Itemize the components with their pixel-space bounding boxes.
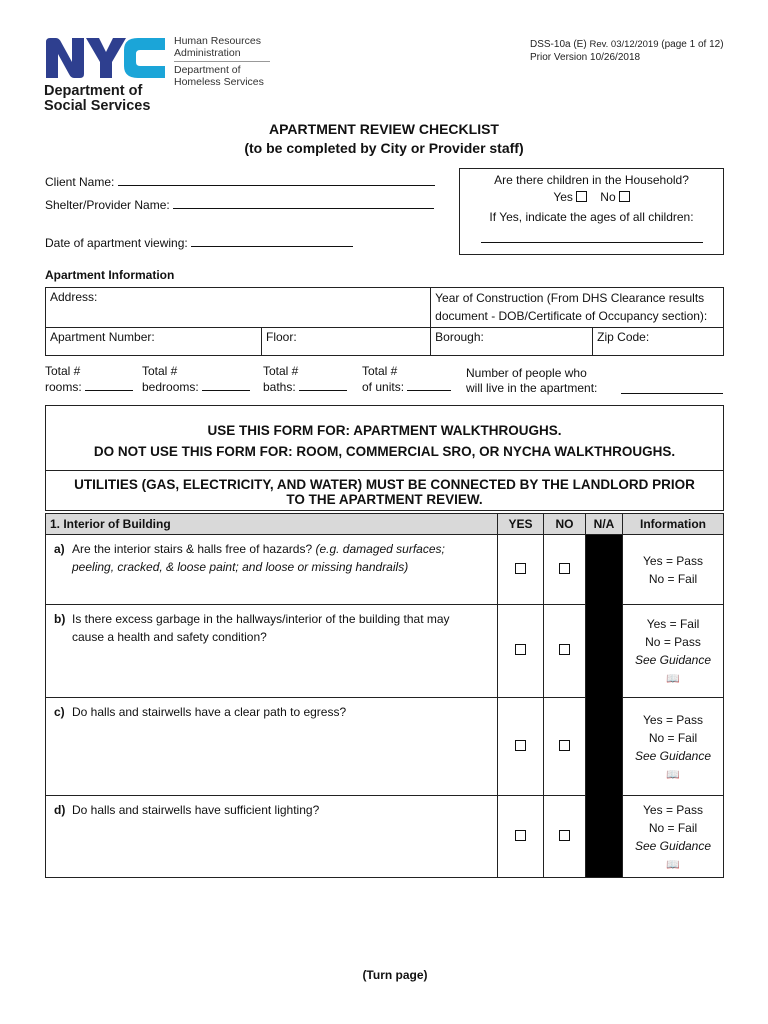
total-bedrooms[interactable] — [142, 364, 250, 395]
shelter-name-label: Shelter/Provider Name: — [45, 198, 170, 212]
question-c-info — [623, 698, 724, 796]
year-construction-line-1: Year of Construction (From DHS Clearance results — [435, 291, 705, 305]
question-b-label: b) — [54, 612, 66, 626]
form-number — [530, 38, 724, 64]
question-a-text: Are the interior stairs & halls free of hazards? — [72, 542, 316, 556]
notice-box — [45, 405, 724, 511]
question-row-d — [46, 796, 724, 878]
children-question: Are there children in the Household? — [494, 173, 689, 187]
question-b — [46, 605, 498, 698]
children-box — [459, 168, 724, 255]
utilities-notice — [46, 470, 723, 510]
apartment-info-table — [45, 287, 724, 356]
question-c-yes-checkbox[interactable] — [515, 740, 526, 751]
question-d-info-no: No = Fail — [648, 820, 698, 835]
total-people[interactable] — [466, 366, 597, 396]
children-yes-no — [460, 190, 723, 204]
do-not-use-form-for: DO NOT USE THIS FORM FOR: ROOM, COMMERCIAL SRO, OR NYCHA WALKTHROUGHS. — [93, 444, 676, 459]
guidance-book-icon[interactable]: 📖 — [666, 768, 680, 781]
zip-label: Zip Code: — [597, 330, 650, 344]
question-a-no-cell[interactable] — [544, 535, 586, 605]
agency-hra-line-1: Human Resources — [174, 35, 261, 47]
shelter-name-input[interactable] — [173, 197, 434, 209]
total-units-label-2: of units: — [362, 380, 405, 394]
agency-names — [174, 36, 270, 88]
section-title: 1. Interior of Building — [46, 514, 498, 535]
question-b-info-no: No = Pass — [645, 635, 701, 649]
date-viewing-field[interactable] — [45, 235, 353, 250]
total-bedrooms-label-2: bedrooms: — [142, 380, 199, 394]
question-a-examples: (e.g. damaged surfaces; peeling, cracked, & loose paint; and loose or missing handrails) — [72, 542, 445, 574]
question-d-info — [623, 796, 724, 878]
question-a-no-checkbox[interactable] — [559, 563, 570, 574]
question-c-info-no: No = Fail — [648, 730, 698, 745]
agency-dhs-line-1: Department of — [174, 64, 241, 76]
question-a — [46, 535, 498, 605]
children-yes-checkbox[interactable] — [576, 191, 587, 202]
question-d-yes-checkbox[interactable] — [515, 830, 526, 841]
borough-label: Borough: — [435, 330, 484, 344]
question-a-info-no: No = Fail — [648, 571, 698, 586]
apt-number-label: Apartment Number: — [50, 330, 155, 344]
dept-line-2: Social Services — [44, 98, 151, 114]
client-name-label: Client Name: — [45, 175, 115, 189]
year-construction-cell[interactable] — [431, 288, 724, 328]
address-label: Address: — [50, 290, 98, 304]
question-b-text: Is there excess garbage in the hallways/interior of the building that may cause a health and safety condition? — [72, 612, 450, 644]
question-d-text: Do halls and stairwells have sufficient lighting? — [72, 803, 320, 817]
question-d-no-cell[interactable] — [544, 796, 586, 878]
question-a-info-yes: Yes = Pass — [643, 553, 703, 568]
year-construction-line-2: document - DOB/Certificate of Occupancy section): — [435, 309, 708, 323]
address-cell[interactable] — [46, 288, 431, 328]
total-baths[interactable] — [263, 364, 347, 395]
interior-building-table — [45, 513, 724, 878]
nyc-logo — [44, 36, 166, 83]
total-rooms-label-1: Total # — [45, 364, 81, 378]
department-name — [44, 84, 150, 114]
question-b-guidance[interactable]: See Guidance — [634, 653, 712, 667]
agency-hra-line-2: Administration — [174, 46, 241, 59]
client-name-field[interactable] — [45, 174, 435, 189]
total-people-input[interactable] — [621, 382, 723, 394]
question-b-no-checkbox[interactable] — [559, 644, 570, 655]
apt-number-cell[interactable] — [46, 328, 262, 356]
children-no-label: No — [600, 190, 616, 204]
date-viewing-label: Date of apartment viewing: — [45, 236, 188, 250]
agency-dhs-line-2: Homeless Services — [174, 75, 264, 88]
total-rooms[interactable] — [45, 364, 133, 395]
agency-divider — [174, 61, 270, 62]
question-d-label: d) — [54, 803, 66, 817]
question-b-yes-cell[interactable] — [498, 605, 544, 698]
question-row-c — [46, 698, 724, 796]
form-id: DSS-10a (E) — [530, 39, 587, 50]
form-revision: Rev. 03/12/2019 — [589, 39, 659, 50]
col-no-header: NO — [544, 514, 586, 535]
question-a-yes-checkbox[interactable] — [515, 563, 526, 574]
total-baths-input[interactable] — [299, 379, 347, 391]
total-bedrooms-label-1: Total # — [142, 364, 178, 378]
na-blocked-column — [586, 535, 623, 878]
question-d-no-checkbox[interactable] — [559, 830, 570, 841]
question-b-yes-checkbox[interactable] — [515, 644, 526, 655]
question-c-no-checkbox[interactable] — [559, 740, 570, 751]
dept-line-1: Department of — [44, 83, 143, 99]
total-baths-label-1: Total # — [263, 364, 299, 378]
guidance-book-icon[interactable]: 📖 — [666, 673, 680, 685]
total-rooms-label-2: rooms: — [45, 380, 82, 394]
question-b-info — [623, 605, 724, 698]
turn-page: (Turn page) — [362, 968, 428, 982]
question-d-yes-cell[interactable] — [498, 796, 544, 878]
question-c-yes-cell[interactable] — [498, 698, 544, 796]
total-people-label-1: Number of people who — [466, 366, 587, 380]
question-d-guidance[interactable]: See Guidance — [634, 838, 712, 853]
col-na-header: N/A — [586, 514, 623, 535]
question-b-no-cell[interactable] — [544, 605, 586, 698]
zip-cell[interactable] — [593, 328, 724, 356]
question-d-info-yes: Yes = Pass — [643, 802, 703, 817]
borough-cell[interactable] — [431, 328, 593, 356]
question-c-label: c) — [54, 705, 65, 719]
question-row-a — [46, 535, 724, 605]
total-baths-label-2: baths: — [263, 380, 296, 394]
floor-label: Floor: — [266, 330, 297, 344]
question-c-info-yes: Yes = Pass — [643, 712, 703, 727]
date-viewing-input[interactable] — [191, 235, 353, 247]
prior-version: Prior Version 10/26/2018 — [530, 52, 641, 63]
utilities-line-1: UTILITIES (GAS, ELECTRICITY, AND WATER) MUST BE CONNECTED BY THE LANDLORD PRIOR — [74, 477, 695, 492]
question-b-info-yes: Yes = Fail — [646, 617, 700, 631]
question-a-info — [623, 535, 724, 605]
shelter-name-field[interactable] — [45, 197, 434, 212]
children-yes-label: Yes — [553, 190, 573, 204]
form-page: (page 1 of 12) — [661, 39, 724, 50]
total-rooms-input[interactable] — [85, 379, 133, 391]
total-units-input[interactable] — [407, 379, 451, 391]
children-ages-input[interactable] — [481, 242, 703, 243]
apartment-info-heading: Apartment Information — [45, 268, 175, 282]
total-people-label-2: will live in the apartment: — [466, 381, 598, 395]
col-info-header: Information — [623, 514, 724, 535]
question-c-text: Do halls and stairwells have a clear path to egress? — [72, 705, 347, 719]
page-title: APARTMENT REVIEW CHECKLIST — [269, 121, 499, 137]
total-units-label-1: Total # — [362, 364, 398, 378]
nyc-logo-icon — [44, 36, 166, 80]
question-a-label: a) — [54, 542, 65, 556]
question-c-no-cell[interactable] — [544, 698, 586, 796]
children-ages-label: If Yes, indicate the ages of all children: — [489, 210, 694, 224]
question-a-yes-cell[interactable] — [498, 535, 544, 605]
client-name-input[interactable] — [118, 174, 435, 186]
utilities-line-2: TO THE APARTMENT REVIEW. — [286, 492, 483, 507]
question-row-b — [46, 605, 724, 698]
floor-cell[interactable] — [262, 328, 431, 356]
col-yes-header: YES — [498, 514, 544, 535]
guidance-book-icon[interactable]: 📖 — [666, 858, 680, 871]
question-c — [46, 698, 498, 796]
question-c-guidance[interactable]: See Guidance — [634, 748, 712, 763]
children-no-checkbox[interactable] — [619, 191, 630, 202]
total-bedrooms-input[interactable] — [202, 379, 250, 391]
use-form-for: USE THIS FORM FOR: APARTMENT WALKTHROUGHS. — [207, 423, 562, 438]
total-units[interactable] — [362, 364, 451, 395]
question-d — [46, 796, 498, 878]
page-subtitle: (to be completed by City or Provider staff) — [244, 140, 524, 156]
